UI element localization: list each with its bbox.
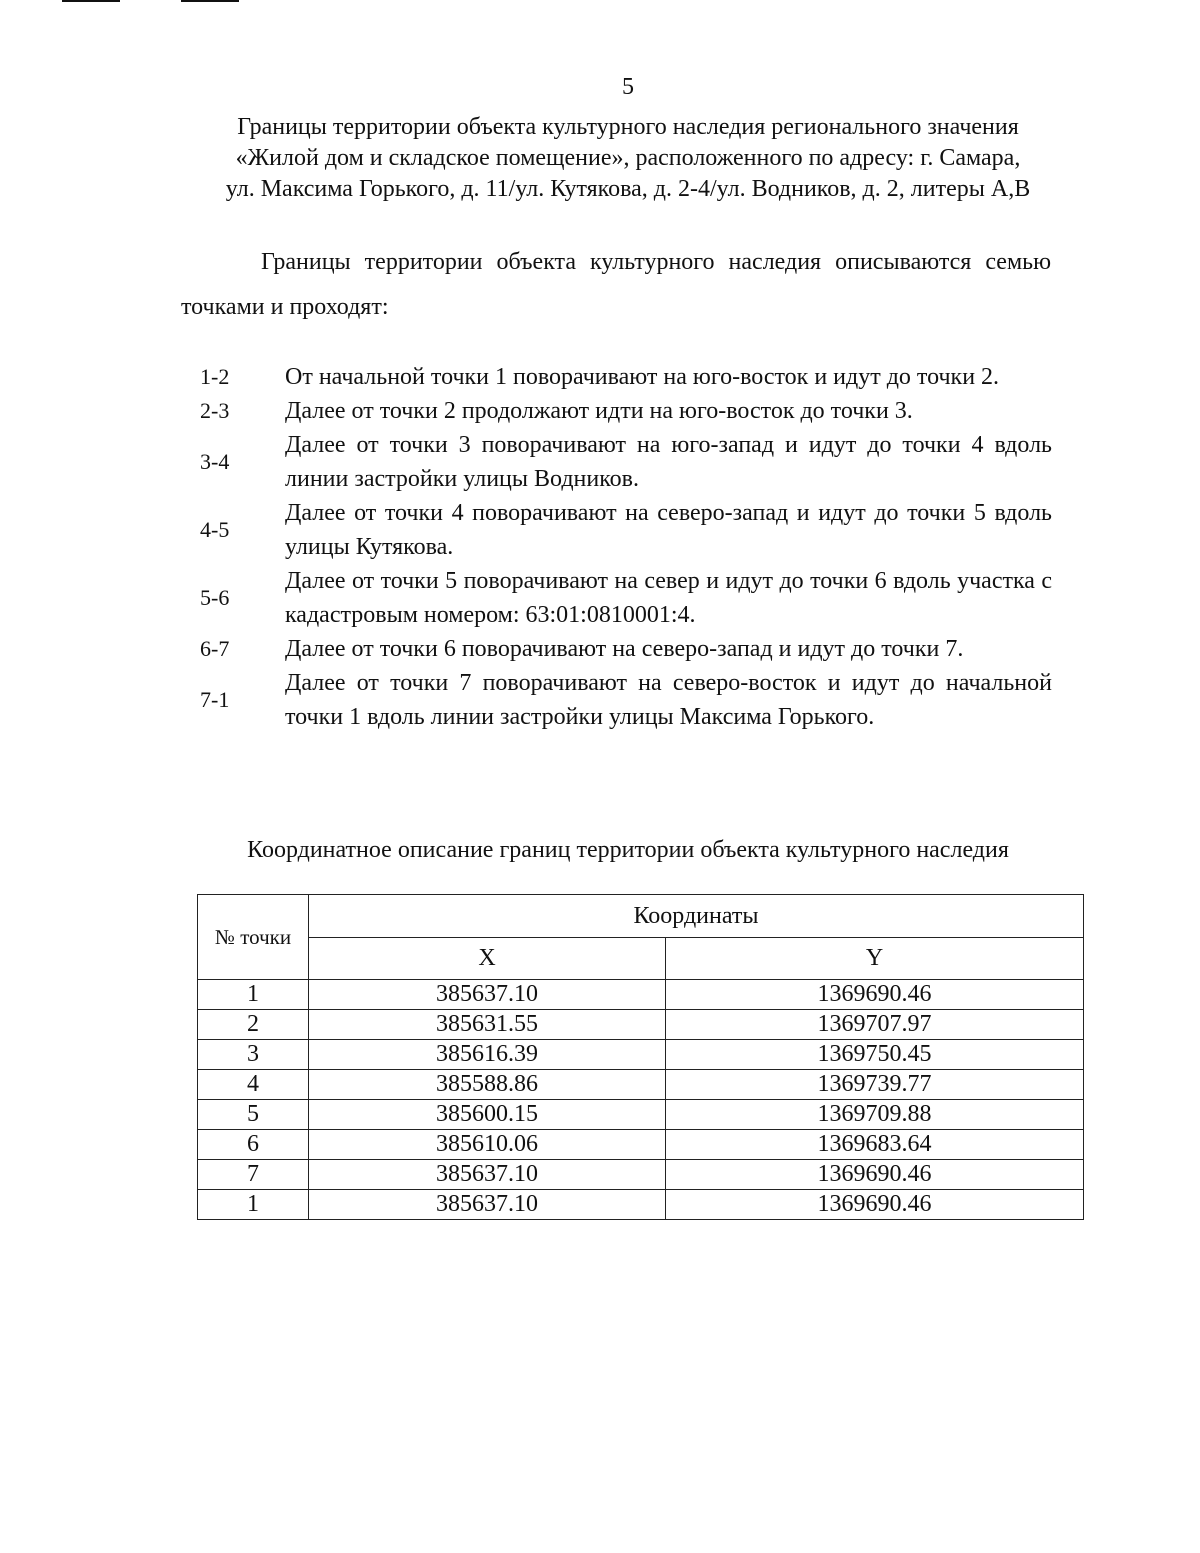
cell-x: 385616.39 bbox=[309, 1040, 666, 1070]
intro-paragraph: Границы территории объекта культурного наследия описываются семью точками и проходят: bbox=[181, 249, 1051, 320]
step-code: 5-6 bbox=[200, 585, 230, 610]
step-text: Далее от точки 2 продолжают идти на юго-восток до точки 3. bbox=[285, 398, 913, 424]
cell-x: 385610.06 bbox=[309, 1130, 666, 1160]
boundary-steps-list bbox=[200, 360, 1052, 734]
table-row bbox=[198, 980, 1084, 1010]
header-point-number: № точки bbox=[198, 895, 309, 980]
step-code: 3-4 bbox=[200, 449, 230, 474]
step-text: От начальной точки 1 поворачивают на юго-восток и идут до точки 2. bbox=[285, 364, 1000, 390]
cell-point: 1 bbox=[198, 1190, 309, 1220]
table-row bbox=[198, 1070, 1084, 1100]
step-code: 1-2 bbox=[200, 364, 230, 389]
step-code: 7-1 bbox=[200, 687, 230, 712]
step-text: Далее от точки 7 поворачивают на северо-восток и идут до начальной точки 1 вдоль линии застройки улицы Максима Горького. bbox=[285, 670, 1052, 730]
cell-y: 1369739.77 bbox=[666, 1070, 1084, 1100]
table-subheader-row bbox=[198, 938, 1084, 980]
step-text: Далее от точки 4 поворачивают на северо-запад и идут до точки 5 вдоль улицы Кутякова. bbox=[285, 500, 1052, 560]
table-row bbox=[198, 1100, 1084, 1130]
cell-point: 5 bbox=[198, 1100, 309, 1130]
cell-y: 1369690.46 bbox=[666, 1160, 1084, 1190]
title-line-1: Границы территории объекта культурного наследия регионального значения bbox=[237, 114, 1019, 140]
cell-x: 385600.15 bbox=[309, 1100, 666, 1130]
step-code: 4-5 bbox=[200, 517, 230, 542]
title-line-2: «Жилой дом и складское помещение», расположенного по адресу: г. Самара, bbox=[235, 145, 1021, 171]
table-row bbox=[198, 1010, 1084, 1040]
cell-point: 6 bbox=[198, 1130, 309, 1160]
table-caption: Координатное описание границ территории объекта культурного наследия bbox=[247, 837, 1009, 863]
cell-x: 385588.86 bbox=[309, 1070, 666, 1100]
cell-point: 2 bbox=[198, 1010, 309, 1040]
table-row bbox=[198, 1190, 1084, 1220]
cell-y: 1369707.97 bbox=[666, 1010, 1084, 1040]
cell-x: 385637.10 bbox=[309, 980, 666, 1010]
cell-x: 385637.10 bbox=[309, 1160, 666, 1190]
cell-y: 1369683.64 bbox=[666, 1130, 1084, 1160]
header-y: Y bbox=[666, 938, 1084, 980]
step-code: 2-3 bbox=[200, 398, 230, 423]
boundary-step bbox=[200, 428, 1052, 496]
coordinates-table bbox=[197, 894, 1084, 1220]
boundary-step bbox=[200, 360, 1052, 394]
cell-x: 385631.55 bbox=[309, 1010, 666, 1040]
boundary-step bbox=[200, 564, 1052, 632]
cell-y: 1369750.45 bbox=[666, 1040, 1084, 1070]
scan-mark-right bbox=[181, 0, 239, 2]
table-row bbox=[198, 1130, 1084, 1160]
step-text: Далее от точки 6 поворачивают на северо-запад и идут до точки 7. bbox=[285, 636, 964, 662]
boundary-step bbox=[200, 394, 1052, 428]
title-line-3: ул. Максима Горького, д. 11/ул. Кутякова, д. 2-4/ул. Водников, д. 2, литеры А,В bbox=[225, 176, 1031, 202]
boundary-step bbox=[200, 496, 1052, 564]
step-code: 6-7 bbox=[200, 636, 230, 661]
cell-point: 1 bbox=[198, 980, 309, 1010]
table-header-row bbox=[198, 895, 1084, 938]
cell-point: 3 bbox=[198, 1040, 309, 1070]
cell-y: 1369690.46 bbox=[666, 1190, 1084, 1220]
cell-y: 1369709.88 bbox=[666, 1100, 1084, 1130]
page-number: 5 bbox=[622, 74, 634, 100]
boundary-step bbox=[200, 666, 1052, 734]
step-text: Далее от точки 5 поворачивают на север и идут до точки 6 вдоль участка с кадастровым номером: 63:01:0810001:4. bbox=[285, 568, 1052, 628]
step-text: Далее от точки 3 поворачивают на юго-запад и идут до точки 4 вдоль линии застройки улицы Водников. bbox=[285, 432, 1052, 492]
cell-point: 4 bbox=[198, 1070, 309, 1100]
cell-x: 385637.10 bbox=[309, 1190, 666, 1220]
cell-point: 7 bbox=[198, 1160, 309, 1190]
header-coordinates: Координаты bbox=[309, 895, 1084, 938]
cell-y: 1369690.46 bbox=[666, 980, 1084, 1010]
document-title bbox=[150, 112, 1106, 205]
table-row bbox=[198, 1160, 1084, 1190]
header-x: X bbox=[309, 938, 666, 980]
boundary-step bbox=[200, 632, 1052, 666]
table-row bbox=[198, 1040, 1084, 1070]
scan-mark-left bbox=[62, 0, 120, 2]
